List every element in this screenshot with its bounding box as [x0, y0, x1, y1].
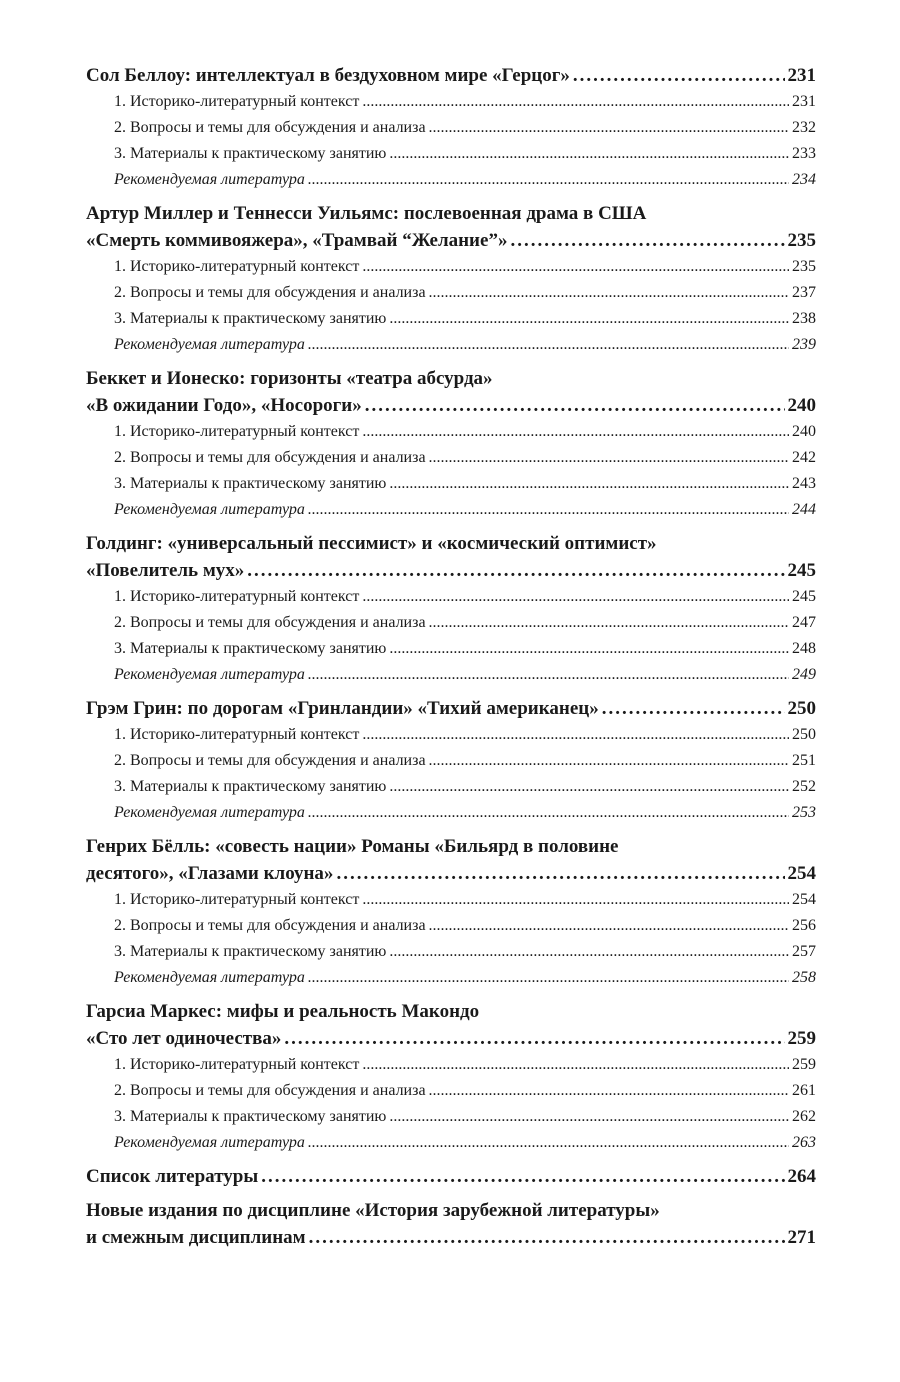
chapter-title: Беккет и Ионеско: горизонты «театра абсурда» [86, 368, 493, 389]
recommended-literature-row[interactable] [86, 497, 816, 523]
subsection-page-number: 234 [792, 171, 816, 188]
dot-leader [602, 695, 785, 722]
chapter-title-row[interactable] [86, 1025, 816, 1052]
subsection-title: 3. Материалы к практическому занятию [114, 145, 387, 162]
dot-leader [308, 497, 789, 523]
subsection-row[interactable] [86, 722, 816, 748]
chapter-title-row[interactable] [86, 62, 816, 89]
subsection-row[interactable] [86, 254, 816, 280]
dot-leader [308, 167, 789, 193]
recommended-literature-row[interactable] [86, 800, 816, 826]
subsection-title: 2. Вопросы и темы для обсуждения и анализа [114, 1082, 426, 1099]
subsection-title: Рекомендуемая литература [114, 336, 305, 353]
chapter-title: Генрих Бёлль: «совесть нации» Романы «Бильярд в половине [86, 836, 619, 857]
chapter-title-line[interactable] [86, 365, 816, 392]
subsection-page-number: 259 [792, 1056, 816, 1073]
chapter-title-line[interactable] [86, 833, 816, 860]
recommended-literature-row[interactable] [86, 1130, 816, 1156]
chapter-title: «Сто лет одиночества» [86, 1028, 282, 1049]
toc-section [86, 530, 816, 688]
subsection-page-number: 237 [792, 284, 816, 301]
toc-section [86, 998, 816, 1156]
recommended-literature-row[interactable] [86, 965, 816, 991]
dot-leader [389, 471, 789, 497]
subsection-page-number: 253 [792, 804, 816, 821]
subsection-row[interactable] [86, 445, 816, 471]
subsection-page-number: 256 [792, 917, 816, 934]
chapter-title: Список литературы [86, 1166, 259, 1187]
dot-leader [429, 913, 789, 939]
chapter-title: Артур Миллер и Теннесси Уильямс: послевоенная драма в США [86, 203, 647, 224]
recommended-literature-row[interactable] [86, 167, 816, 193]
dot-leader [389, 1104, 789, 1130]
subsection-row[interactable] [86, 306, 816, 332]
dot-leader [510, 227, 784, 254]
chapter-title-row[interactable] [86, 695, 816, 722]
subsection-title: 1. Историко-литературный контекст [114, 423, 360, 440]
dot-leader [308, 965, 789, 991]
dot-leader [336, 860, 784, 887]
subsection-title: 1. Историко-литературный контекст [114, 891, 360, 908]
subsection-title: Рекомендуемая литература [114, 501, 305, 518]
subsection-title: 2. Вопросы и темы для обсуждения и анализа [114, 284, 426, 301]
subsection-page-number: 238 [792, 310, 816, 327]
toc-section [86, 695, 816, 826]
toc-section [86, 62, 816, 193]
dot-leader [362, 887, 789, 913]
subsection-page-number: 243 [792, 475, 816, 492]
dot-leader [429, 115, 789, 141]
recommended-literature-row[interactable] [86, 662, 816, 688]
dot-leader [362, 419, 789, 445]
chapter-title: и смежным дисциплинам [86, 1227, 306, 1248]
subsection-title: 2. Вопросы и темы для обсуждения и анализа [114, 917, 426, 934]
subsection-title: 3. Материалы к практическому занятию [114, 778, 387, 795]
subsection-page-number: 263 [792, 1134, 816, 1151]
table-of-contents [86, 62, 816, 1258]
dot-leader [365, 392, 785, 419]
subsection-page-number: 252 [792, 778, 816, 795]
toc-section [86, 1197, 816, 1251]
dot-leader [247, 557, 784, 584]
toc-section [86, 365, 816, 523]
subsection-row[interactable] [86, 419, 816, 445]
subsection-title: 2. Вопросы и темы для обсуждения и анализа [114, 449, 426, 466]
subsection-title: 1. Историко-литературный контекст [114, 726, 360, 743]
chapter-title-row[interactable] [86, 557, 816, 584]
subsection-row[interactable] [86, 280, 816, 306]
subsection-row[interactable] [86, 115, 816, 141]
chapter-page-number: 231 [787, 65, 816, 86]
subsection-page-number: 247 [792, 614, 816, 631]
subsection-title: Рекомендуемая литература [114, 804, 305, 821]
subsection-page-number: 251 [792, 752, 816, 769]
dot-leader [389, 636, 789, 662]
subsection-title: Рекомендуемая литература [114, 1134, 305, 1151]
dot-leader [429, 280, 789, 306]
subsection-row[interactable] [86, 1052, 816, 1078]
toc-section [86, 200, 816, 358]
subsection-row[interactable] [86, 89, 816, 115]
dot-leader [389, 141, 789, 167]
subsection-title: 3. Материалы к практическому занятию [114, 640, 387, 657]
subsection-page-number: 240 [792, 423, 816, 440]
subsection-row[interactable] [86, 610, 816, 636]
subsection-page-number: 242 [792, 449, 816, 466]
subsection-page-number: 250 [792, 726, 816, 743]
subsection-title: Рекомендуемая литература [114, 666, 305, 683]
subsection-title: 3. Материалы к практическому занятию [114, 943, 387, 960]
dot-leader [429, 1078, 789, 1104]
subsection-page-number: 239 [792, 336, 816, 353]
dot-leader [429, 445, 789, 471]
chapter-page-number: 254 [787, 863, 816, 884]
subsection-title: 2. Вопросы и темы для обсуждения и анализа [114, 752, 426, 769]
dot-leader [362, 254, 789, 280]
subsection-page-number: 231 [792, 93, 816, 110]
chapter-title: Голдинг: «универсальный пессимист» и «космический оптимист» [86, 533, 657, 554]
chapter-title-row[interactable] [86, 1163, 816, 1190]
subsection-page-number: 245 [792, 588, 816, 605]
subsection-page-number: 258 [792, 969, 816, 986]
chapter-title: Сол Беллоу: интеллектуал в бездуховном мире «Герцог» [86, 65, 570, 86]
subsection-page-number: 244 [792, 501, 816, 518]
subsection-title: 3. Материалы к практическому занятию [114, 1108, 387, 1125]
subsection-row[interactable] [86, 913, 816, 939]
chapter-page-number: 264 [787, 1166, 816, 1187]
dot-leader [308, 800, 789, 826]
recommended-literature-row[interactable] [86, 332, 816, 358]
toc-section [86, 1163, 816, 1190]
subsection-title: 1. Историко-литературный контекст [114, 258, 360, 275]
dot-leader [389, 306, 789, 332]
subsection-page-number: 233 [792, 145, 816, 162]
chapter-title-line[interactable] [86, 998, 816, 1025]
dot-leader [362, 1052, 789, 1078]
chapter-title: «Смерть коммивояжера», «Трамвай “Желание”» [86, 230, 508, 251]
dot-leader [309, 1224, 785, 1251]
chapter-title: десятого», «Глазами клоуна» [86, 863, 334, 884]
chapter-page-number: 235 [787, 230, 816, 251]
subsection-title: Рекомендуемая литература [114, 171, 305, 188]
chapter-title-line[interactable] [86, 200, 816, 227]
dot-leader [362, 584, 789, 610]
dot-leader [362, 722, 789, 748]
subsection-row[interactable] [86, 1104, 816, 1130]
subsection-title: 1. Историко-литературный контекст [114, 93, 360, 110]
subsection-title: 1. Историко-литературный контекст [114, 588, 360, 605]
subsection-page-number: 249 [792, 666, 816, 683]
dot-leader [429, 748, 789, 774]
subsection-title: 2. Вопросы и темы для обсуждения и анализа [114, 614, 426, 631]
chapter-title-row[interactable] [86, 227, 816, 254]
subsection-title: 3. Материалы к практическому занятию [114, 475, 387, 492]
dot-leader [389, 774, 789, 800]
subsection-page-number: 235 [792, 258, 816, 275]
dot-leader [308, 662, 789, 688]
subsection-row[interactable] [86, 584, 816, 610]
subsection-row[interactable] [86, 774, 816, 800]
dot-leader [261, 1163, 784, 1190]
subsection-title: 1. Историко-литературный контекст [114, 1056, 360, 1073]
subsection-page-number: 257 [792, 943, 816, 960]
chapter-title: Гарсиа Маркес: мифы и реальность Макондо [86, 1001, 480, 1022]
dot-leader [308, 1130, 789, 1156]
subsection-page-number: 261 [792, 1082, 816, 1099]
chapter-title: «Повелитель мух» [86, 560, 245, 581]
dot-leader [429, 610, 789, 636]
chapter-page-number: 240 [787, 395, 816, 416]
subsection-row[interactable] [86, 1078, 816, 1104]
subsection-page-number: 248 [792, 640, 816, 657]
chapter-title-row[interactable] [86, 392, 816, 419]
chapter-title-row[interactable] [86, 860, 816, 887]
subsection-row[interactable] [86, 636, 816, 662]
subsection-title: Рекомендуемая литература [114, 969, 305, 986]
dot-leader [284, 1025, 784, 1052]
subsection-page-number: 254 [792, 891, 816, 908]
subsection-row[interactable] [86, 748, 816, 774]
subsection-page-number: 262 [792, 1108, 816, 1125]
chapter-page-number: 271 [787, 1227, 816, 1248]
chapter-title: Новые издания по дисциплине «История зарубежной литературы» [86, 1200, 660, 1221]
dot-leader [573, 62, 785, 89]
subsection-page-number: 232 [792, 119, 816, 136]
subsection-row[interactable] [86, 939, 816, 965]
subsection-row[interactable] [86, 887, 816, 913]
subsection-row[interactable] [86, 141, 816, 167]
chapter-page-number: 259 [787, 1028, 816, 1049]
dot-leader [362, 89, 789, 115]
dot-leader [308, 332, 789, 358]
chapter-title-line[interactable] [86, 1197, 816, 1224]
chapter-title-row[interactable] [86, 1224, 816, 1251]
chapter-page-number: 245 [787, 560, 816, 581]
chapter-page-number: 250 [787, 698, 816, 719]
subsection-title: 3. Материалы к практическому занятию [114, 310, 387, 327]
subsection-title: 2. Вопросы и темы для обсуждения и анализа [114, 119, 426, 136]
dot-leader [389, 939, 789, 965]
chapter-title: «В ожидании Годо», «Носороги» [86, 395, 362, 416]
chapter-title: Грэм Грин: по дорогам «Гринландии» «Тихий американец» [86, 698, 599, 719]
subsection-row[interactable] [86, 471, 816, 497]
toc-section [86, 833, 816, 991]
chapter-title-line[interactable] [86, 530, 816, 557]
